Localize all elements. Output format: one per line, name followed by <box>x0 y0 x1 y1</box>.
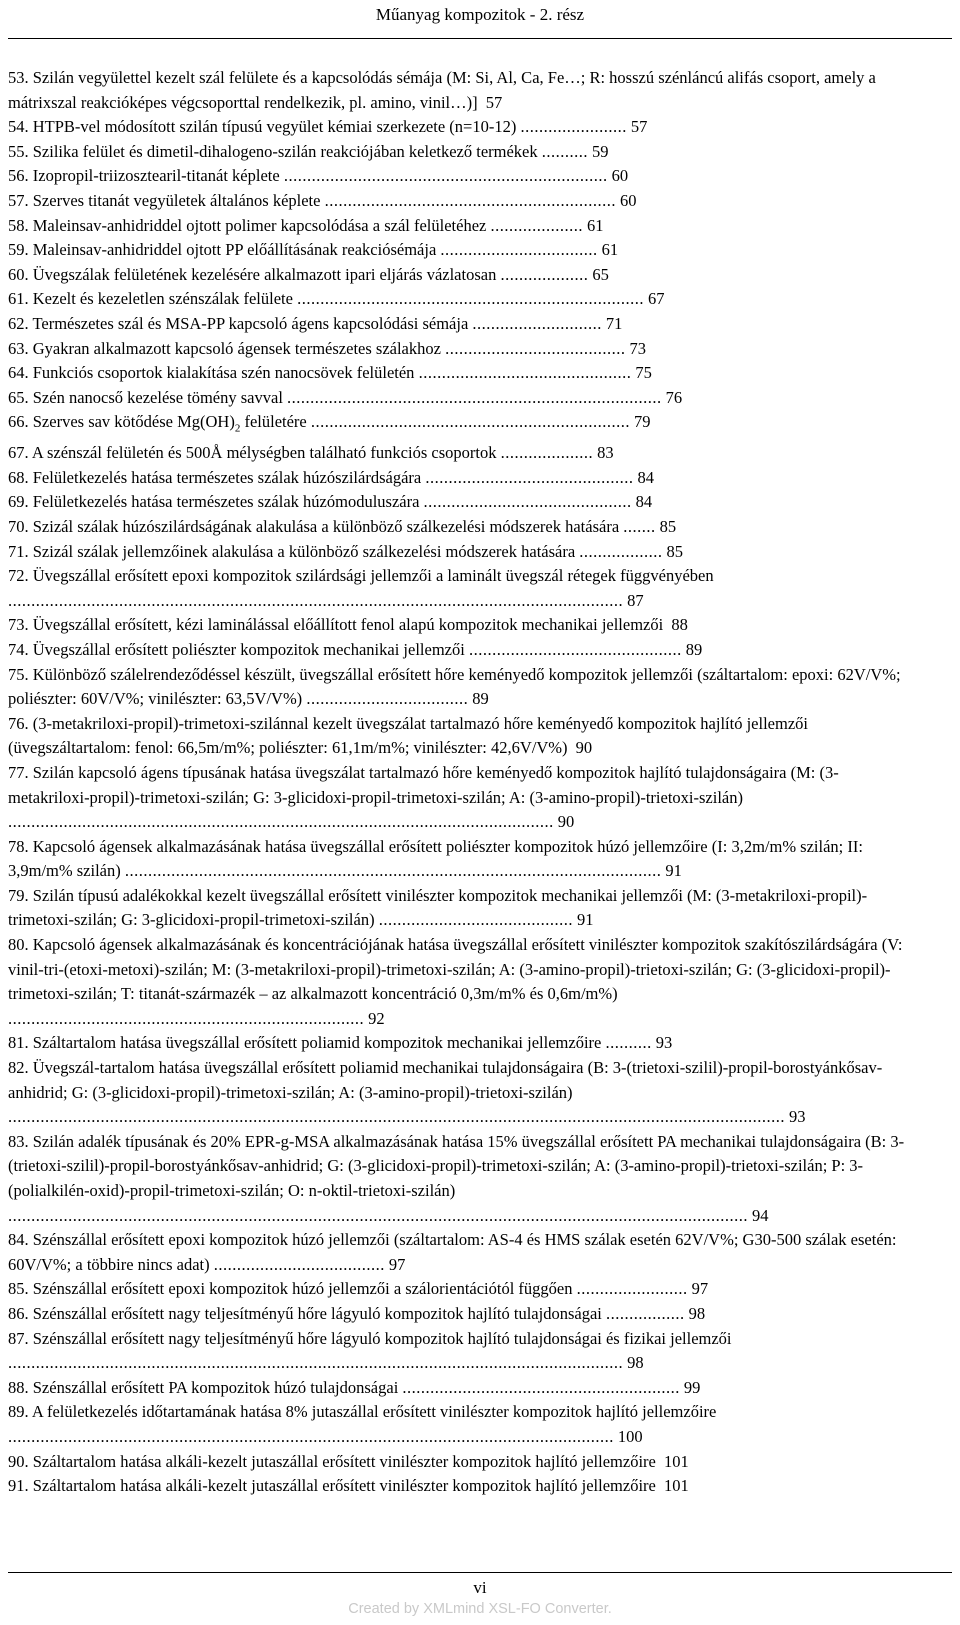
running-header <box>8 0 952 39</box>
entry-title: 83. Szilán adalék típusának és 20% EPR-g-MSA alkalmazásának hatása 15% üvegszállal erősített PA mechanikai tulajdonságaira (B: 3-(trietoxi-szilil)-propil-borostyánkősav-anhidrid; G: (3-glicidoxi-propil)-trimetoxi-szilán; A: (3-amino-propil)-trietoxi-szilán; P: 3-(polialkilén-oxid)-propil-trimetoxi-szilán; O: n-oktil-trietoxi-szilán) <box>8 1131 905 1201</box>
entry-page-number: 76 <box>665 387 683 407</box>
toc-entry[interactable] <box>8 189 906 214</box>
toc-entry[interactable] <box>8 884 906 933</box>
toc-entry[interactable] <box>8 238 906 263</box>
entry-title: 54. HTPB-vel módosított szilán típusú vegyület kémiai szerkezete (n=10-12) <box>8 117 517 137</box>
dot-leader: .............................................. <box>468 639 682 659</box>
dot-leader: ........................ <box>576 1279 688 1299</box>
dot-leader: ....................... <box>520 117 627 137</box>
entry-title: 56. Izopropil-triizosztearil-titanát képlete <box>8 166 280 186</box>
dot-leader: ............................................................ <box>402 1377 680 1397</box>
toc-entry[interactable] <box>8 312 906 337</box>
document-title: Műanyag kompozitok - 2. rész <box>375 5 585 24</box>
dot-leader: .................................................................................................................... <box>124 861 662 881</box>
entry-title: 75. Különböző szálelrendeződéssel készült, üvegszállal erősített hőre keményedő kompozitok jellemzői (száltartalom: epoxi: 62V/V%; poliészter: 60V/V%; vinilészter: 63,5V/V%) <box>8 664 901 709</box>
entry-page-number: 79 <box>634 412 651 432</box>
entry-page-number: 57 <box>485 92 503 112</box>
toc-entry[interactable] <box>8 140 906 165</box>
dot-leader: ...................................................................... <box>283 166 608 186</box>
entry-page-number: 101 <box>663 1476 689 1496</box>
entry-page-number: 85 <box>666 541 684 561</box>
toc-entry[interactable] <box>8 1130 906 1228</box>
entry-page-number: 100 <box>617 1426 643 1446</box>
entry-page-number: 84 <box>635 492 653 512</box>
toc-entry[interactable] <box>8 410 906 441</box>
entry-page-number: 73 <box>629 338 646 358</box>
entry-page-number: 90 <box>575 738 593 758</box>
toc-entry[interactable] <box>8 1056 906 1130</box>
entry-page-number: 71 <box>605 313 623 333</box>
dot-leader: .................................. <box>440 240 598 260</box>
entry-page-number: 67 <box>647 289 665 309</box>
entry-page-number: 84 <box>637 467 654 487</box>
entry-title: 65. Szén nanocső kezelése tömény savval <box>8 387 283 407</box>
entry-title: 84. Szénszállal erősített epoxi kompozitok húzó jellemzői (száltartalom: AS-4 és HMS szálak esetén 62V/V%; G30-500 szálak esetén: 60V/V%; a többire nincs adat) <box>8 1230 897 1274</box>
toc-entry[interactable] <box>8 1228 906 1277</box>
dot-leader: .......... <box>605 1033 652 1053</box>
entry-page-number: 61 <box>586 215 604 235</box>
entry-title: 78. Kapcsoló ágensek alkalmazásának hatása üvegszállal erősített poliészter kompozitok húzó jellemzőire (I: 3,2m/m% szilán; II: 3,9m/m% szilán) <box>8 836 863 881</box>
entry-title: 64. Funkciós csoportok kialakítása szén nanocsövek felületén <box>8 363 415 383</box>
entry-title: 85. Szénszállal erősített epoxi kompozitok húzó jellemzői a szálorientációtól függően <box>8 1279 573 1299</box>
entry-title: 60. Üvegszálak felületének kezelésére alkalmazott ipari eljárás vázlatosan <box>8 264 497 284</box>
toc-entry[interactable] <box>8 1400 906 1449</box>
dot-leader: ..................................... <box>213 1254 385 1274</box>
entry-title: 55. Szilika felület és dimetil-dihalogeno-szilán reakciójában keletkező termékek <box>8 141 538 161</box>
entry-page-number: 89 <box>685 639 703 659</box>
entry-page-number: 93 <box>655 1033 673 1053</box>
entry-page-number: 101 <box>663 1451 689 1471</box>
entry-title: 87. Szénszállal erősített nagy teljesítményű hőre lágyuló kompozitok hajlító tulajdonságai és fizikai jellemzői <box>8 1328 732 1348</box>
dot-leader: ........................................................................... <box>297 289 644 309</box>
toc-entry[interactable] <box>8 1031 906 1056</box>
toc-entry[interactable] <box>8 263 906 288</box>
entry-title: 80. Kapcsoló ágensek alkalmazásának és koncentrációjának hatása üvegszállal erősített vinilészter kompozitok szakítószilárdságára (V: vinil-tri-(etoxi-metoxi)-szilán; M: (3-metakriloxi-propil)-trimetoxi-szilán; A: (3-amino-propil)-trietoxi-szilán; G: (3-glicidoxi-propil)-trimetoxi-szilán; T: titanát-származék – az alkalmazott koncentráció 0,3m/m% és 0,6m/m%) <box>8 935 903 1004</box>
toc-entry[interactable] <box>8 66 906 115</box>
entry-title: 57. Szerves titanát vegyületek általános képlete <box>8 190 321 210</box>
toc-entry[interactable] <box>8 564 906 613</box>
entry-page-number: 99 <box>683 1377 701 1397</box>
dot-leader: ............................................................... <box>324 190 616 210</box>
toc-entry[interactable] <box>8 361 906 386</box>
toc-entry[interactable] <box>8 287 906 312</box>
dot-leader: .................... <box>500 443 594 463</box>
entry-page-number: 90 <box>557 812 575 832</box>
entry-title-cont: felületére <box>240 412 307 432</box>
entry-page-number: 91 <box>665 861 682 881</box>
entry-page-number: 57 <box>630 117 648 137</box>
entry-title: 71. Szizál szálak jellemzőinek alakulása a különböző szálkezelési módszerek hatására <box>8 541 576 561</box>
entry-title: 61. Kezelt és kezeletlen szénszálak felülete <box>8 289 293 309</box>
entry-page-number: 83 <box>597 443 614 463</box>
dot-leader: ............................ <box>472 313 602 333</box>
entry-title: 90. Száltartalom hatása alkáli-kezelt jutaszállal erősített vinilészter kompozitok hajlító jellemzőire <box>8 1451 656 1471</box>
toc-entry[interactable] <box>8 115 906 140</box>
dot-leader: ................. <box>606 1303 685 1323</box>
dot-leader: ........................................................................................................................................................................ <box>8 1107 785 1127</box>
dot-leader: ................................... <box>306 689 469 709</box>
dot-leader: .......... <box>541 141 589 161</box>
entry-title: 79. Szilán típusú adalékokkal kezelt üvegszállal erősített vinilészter kompozitok mechanikai jellemzői (M: (3-metakriloxi-propil)-trimetoxi-szilán; G: 3-glicidoxi-propil-trimetoxi-szilán) <box>8 885 868 930</box>
entry-page-number: 98 <box>688 1303 706 1323</box>
dot-leader: ....... <box>623 516 656 536</box>
toc-entry[interactable] <box>8 613 906 638</box>
entry-title: 89. A felületkezelés időtartamának hatása 8% jutaszállal erősített vinilészter kompozitok hajlító jellemzőire <box>8 1402 717 1422</box>
toc-entry[interactable] <box>8 1277 906 1302</box>
entry-title: 77. Szilán kapcsoló ágens típusának hatása üvegszálat tartalmazó hőre keményedő kompozitok hajlító tulajdonságaira (M: (3-metakriloxi-propil)-trimetoxi-szilán; G: 3-glicidoxi-propil-trimetoxi-szilán; A: (3-amino-propil)-trietoxi-szilán) <box>8 762 839 807</box>
toc-entry[interactable] <box>8 441 906 466</box>
dot-leader: ................................................................................. <box>287 387 662 407</box>
toc-entry[interactable] <box>8 337 906 362</box>
toc-entry[interactable] <box>8 386 906 411</box>
entry-title: 68. Felületkezelés hatása természetes szálak húzószilárdságára <box>8 467 422 487</box>
entry-title: 53. Szilán vegyülettel kezelt szál felülete és a kapcsolódás sémája (M: Si, Al, Ca, Fe…; R: hosszú szénláncú alifás csoport, amely a mátrixszal reakcióképes végcsoporttal rendelkezik, pl. amino, vinil…)] <box>8 68 876 112</box>
entry-title: 91. Száltartalom hatása alkáli-kezelt jutaszállal erősített vinilészter kompozitok hajlító jellemzőire <box>8 1476 656 1496</box>
dot-leader: .............................................. <box>418 363 632 383</box>
converter-credit: Created by XMLmind XSL-FO Converter. <box>348 1601 612 1617</box>
dot-leader: ............................................. <box>425 467 634 487</box>
entry-page-number: 85 <box>659 516 677 536</box>
entry-page-number: 61 <box>601 240 619 260</box>
entry-page-number: 97 <box>691 1279 709 1299</box>
toc-entry[interactable] <box>8 1376 906 1401</box>
entry-page-number: 65 <box>592 264 609 284</box>
entry-title: 69. Felületkezelés hatása természetes szálak húzómoduluszára <box>8 492 420 512</box>
toc-entry[interactable] <box>8 164 906 189</box>
entry-title: 66. Szerves sav kötődése Mg(OH) <box>8 412 235 432</box>
entry-page-number: 91 <box>576 910 594 930</box>
list-of-figures <box>8 66 906 1499</box>
toc-entry[interactable] <box>8 515 906 540</box>
toc-entry[interactable] <box>8 490 906 515</box>
entry-title: 86. Szénszállal erősített nagy teljesítményű hőre lágyuló kompozitok hajlító tulajdonságai <box>8 1303 602 1323</box>
dot-leader: ..................................................................... <box>310 412 630 432</box>
toc-entry[interactable] <box>8 712 906 761</box>
entry-page-number: 60 <box>611 166 629 186</box>
entry-subscript: 2 <box>234 422 241 435</box>
entry-title: 63. Gyakran alkalmazott kapcsoló ágensek természetes szálakhoz <box>8 338 441 358</box>
entry-page-number: 93 <box>789 1107 806 1127</box>
footer-divider <box>8 1572 952 1573</box>
toc-entry[interactable] <box>8 1474 906 1499</box>
dot-leader: ..................................................................................................................................... <box>8 1353 624 1373</box>
entry-title: 76. (3-metakriloxi-propil)-trimetoxi-szilánnal kezelt üvegszálat tartalmazó hőre keményedő kompozitok hajlító jellemzői (üvegszáltartalom: fenol: 66,5m/m%; poliészter: 61,1m/m%; vinilészter: 42,6V/V%) <box>8 713 808 758</box>
dot-leader: ................... <box>500 264 589 284</box>
dot-leader: ...................................................................................................................... <box>8 812 554 832</box>
toc-entry[interactable] <box>8 1450 906 1475</box>
dot-leader: .................. <box>579 541 663 561</box>
dot-leader: ..................................................................................................................................... <box>8 590 624 610</box>
entry-page-number: 60 <box>619 190 637 210</box>
entry-title: 81. Száltartalom hatása üvegszállal erősített poliamid kompozitok mechanikai jellemzőire <box>8 1033 602 1053</box>
dot-leader: ................................................................................................................................................................ <box>8 1205 748 1225</box>
entry-title: 72. Üvegszállal erősített epoxi kompozitok szilárdsági jellemzői a laminált üvegszál rétegek függvényében <box>8 566 714 586</box>
toc-entry[interactable] <box>8 638 906 663</box>
toc-entry[interactable] <box>8 466 906 491</box>
toc-entry[interactable] <box>8 540 906 565</box>
toc-entry[interactable] <box>8 663 906 712</box>
dot-leader: ............................................. <box>423 492 632 512</box>
page-number: vi <box>473 1578 487 1597</box>
dot-leader: .................... <box>490 215 583 235</box>
dot-leader: ....................................... <box>445 338 626 358</box>
entry-title: 73. Üvegszállal erősített, kézi laminálással előállított fenol alapú kompozitok mechanikai jellemzői <box>8 615 664 635</box>
entry-page-number: 75 <box>635 363 652 383</box>
entry-page-number: 94 <box>752 1205 769 1225</box>
entry-page-number: 98 <box>627 1353 644 1373</box>
toc-entry[interactable] <box>8 933 906 1031</box>
entry-page-number: 89 <box>472 689 489 709</box>
entry-title: 88. Szénszállal erősített PA kompozitok húzó tulajdonságai <box>8 1377 399 1397</box>
entry-page-number: 88 <box>671 615 688 635</box>
entry-title: 70. Szizál szálak húzószilárdságának alakulása a különböző szálkezelési módszerek hatására <box>8 516 620 536</box>
entry-page-number: 87 <box>627 590 644 610</box>
toc-entry[interactable] <box>8 1327 906 1376</box>
entry-page-number: 92 <box>368 1008 385 1028</box>
entry-title: 59. Maleinsav-anhidriddel ojtott PP előállításának reakciósémája <box>8 240 437 260</box>
entry-title: 62. Természetes szál és MSA-PP kapcsoló ágens kapcsolódási sémája <box>8 313 469 333</box>
dot-leader: .......................................... <box>378 910 573 930</box>
entry-title: 67. A szénszál felületén és 500Å mélységben található funkciós csoportok <box>8 443 497 463</box>
entry-page-number: 59 <box>592 141 609 161</box>
toc-entry[interactable] <box>8 214 906 239</box>
entry-page-number: 97 <box>388 1254 406 1274</box>
entry-title: 82. Üvegszál-tartalom hatása üvegszállal erősített poliamid mechanikai tulajdonságaira (B: 3-(trietoxi-szilil)-propil-borostyánkősav-anhidrid; G: (3-glicidoxi-propil)-trimetoxi-szilán; A: (3-amino-propil)-trietoxi-szilán) <box>8 1058 883 1102</box>
toc-entry[interactable] <box>8 835 906 884</box>
dot-leader: ................................................................................................................................... <box>8 1426 614 1446</box>
toc-entry[interactable] <box>8 1302 906 1327</box>
dot-leader: ............................................................................. <box>8 1008 365 1028</box>
entry-title: 58. Maleinsav-anhidriddel ojtott polimer kapcsolódása a szál felületéhez <box>8 215 487 235</box>
toc-entry[interactable] <box>8 761 906 835</box>
entry-title: 74. Üvegszállal erősített poliészter kompozitok mechanikai jellemzői <box>8 639 465 659</box>
